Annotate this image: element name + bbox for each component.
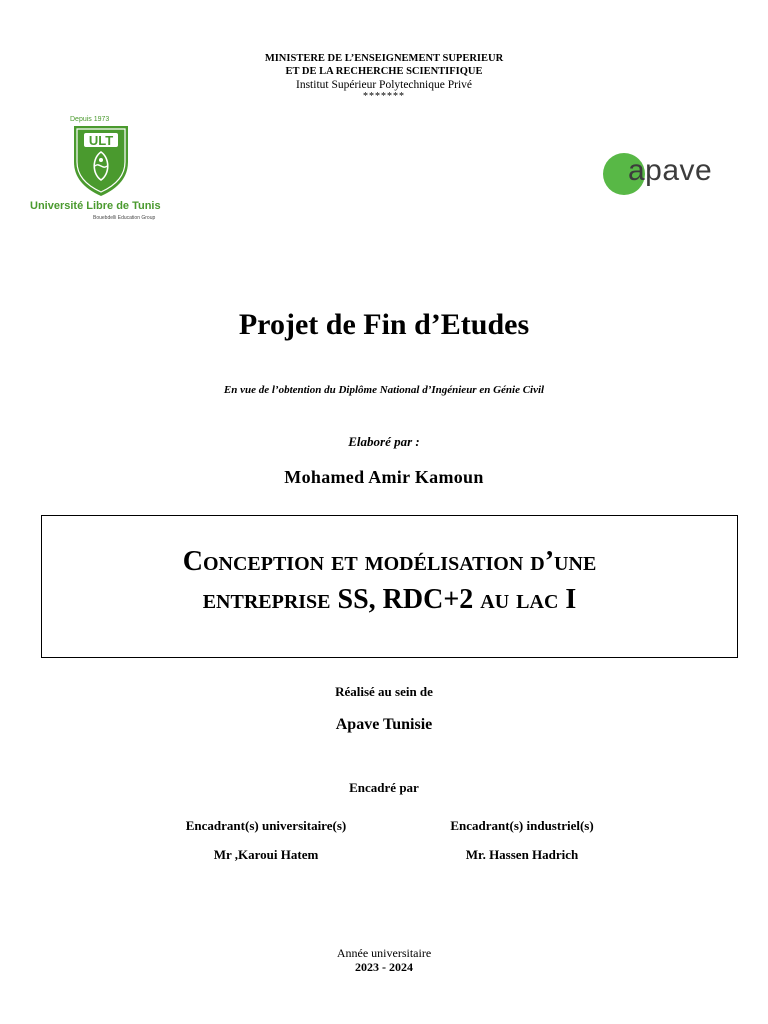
university-supervisor-name: Mr ,Karoui Hatem <box>213 847 319 862</box>
header-separator: ******* <box>363 91 405 102</box>
ult-group: Bouebdelli Education Group <box>93 215 156 221</box>
diploma-line: En vue de l’obtention du Diplôme National d’Ingénieur en Génie Civil <box>223 384 545 396</box>
academic-year-label: Année universitaire <box>336 946 432 960</box>
academic-year-value: 2023 - 2024 <box>355 960 413 974</box>
author-name: Mohamed Amir Kamoun <box>284 467 484 487</box>
company-name: Apave Tunisie <box>335 716 433 733</box>
apave-logo <box>600 150 730 198</box>
industrial-supervisor <box>424 818 620 863</box>
project-title-box <box>41 515 738 658</box>
svg-text:ULT: ULT <box>88 133 114 148</box>
ministry-line-2: ET DE LA RECHERCHE SCIENTIFIQUE <box>285 66 483 77</box>
ministry-header <box>0 52 768 102</box>
ult-logo <box>30 116 172 226</box>
apave-wordmark: apave <box>628 154 713 187</box>
page-title: Projet de Fin d’Etudes <box>238 308 530 341</box>
project-title-line-1: Conception et modélisation d’une <box>182 546 597 577</box>
university-supervisor <box>160 818 372 863</box>
ult-shield-icon <box>30 116 172 200</box>
encadre-label: Encadré par <box>349 780 419 795</box>
ult-name: Université Libre de Tunis <box>30 200 161 212</box>
institute-name: Institut Supérieur Polytechnique Privé <box>296 79 472 91</box>
realise-label: Réalisé au sein de <box>335 684 433 699</box>
academic-year <box>0 946 768 974</box>
industrial-supervisor-heading: Encadrant(s) industriel(s) <box>450 818 594 833</box>
ult-since-label: Depuis 1973 <box>70 116 110 123</box>
ministry-line-1: MINISTERE DE L’ENSEIGNEMENT SUPERIEUR <box>264 53 504 64</box>
project-title-line-2: entreprise SS, RDC+2 au lac I <box>202 584 577 615</box>
university-supervisor-heading: Encadrant(s) universitaire(s) <box>185 818 347 833</box>
elabore-label: Elaboré par : <box>348 434 420 449</box>
industrial-supervisor-name: Mr. Hassen Hadrich <box>465 847 579 862</box>
